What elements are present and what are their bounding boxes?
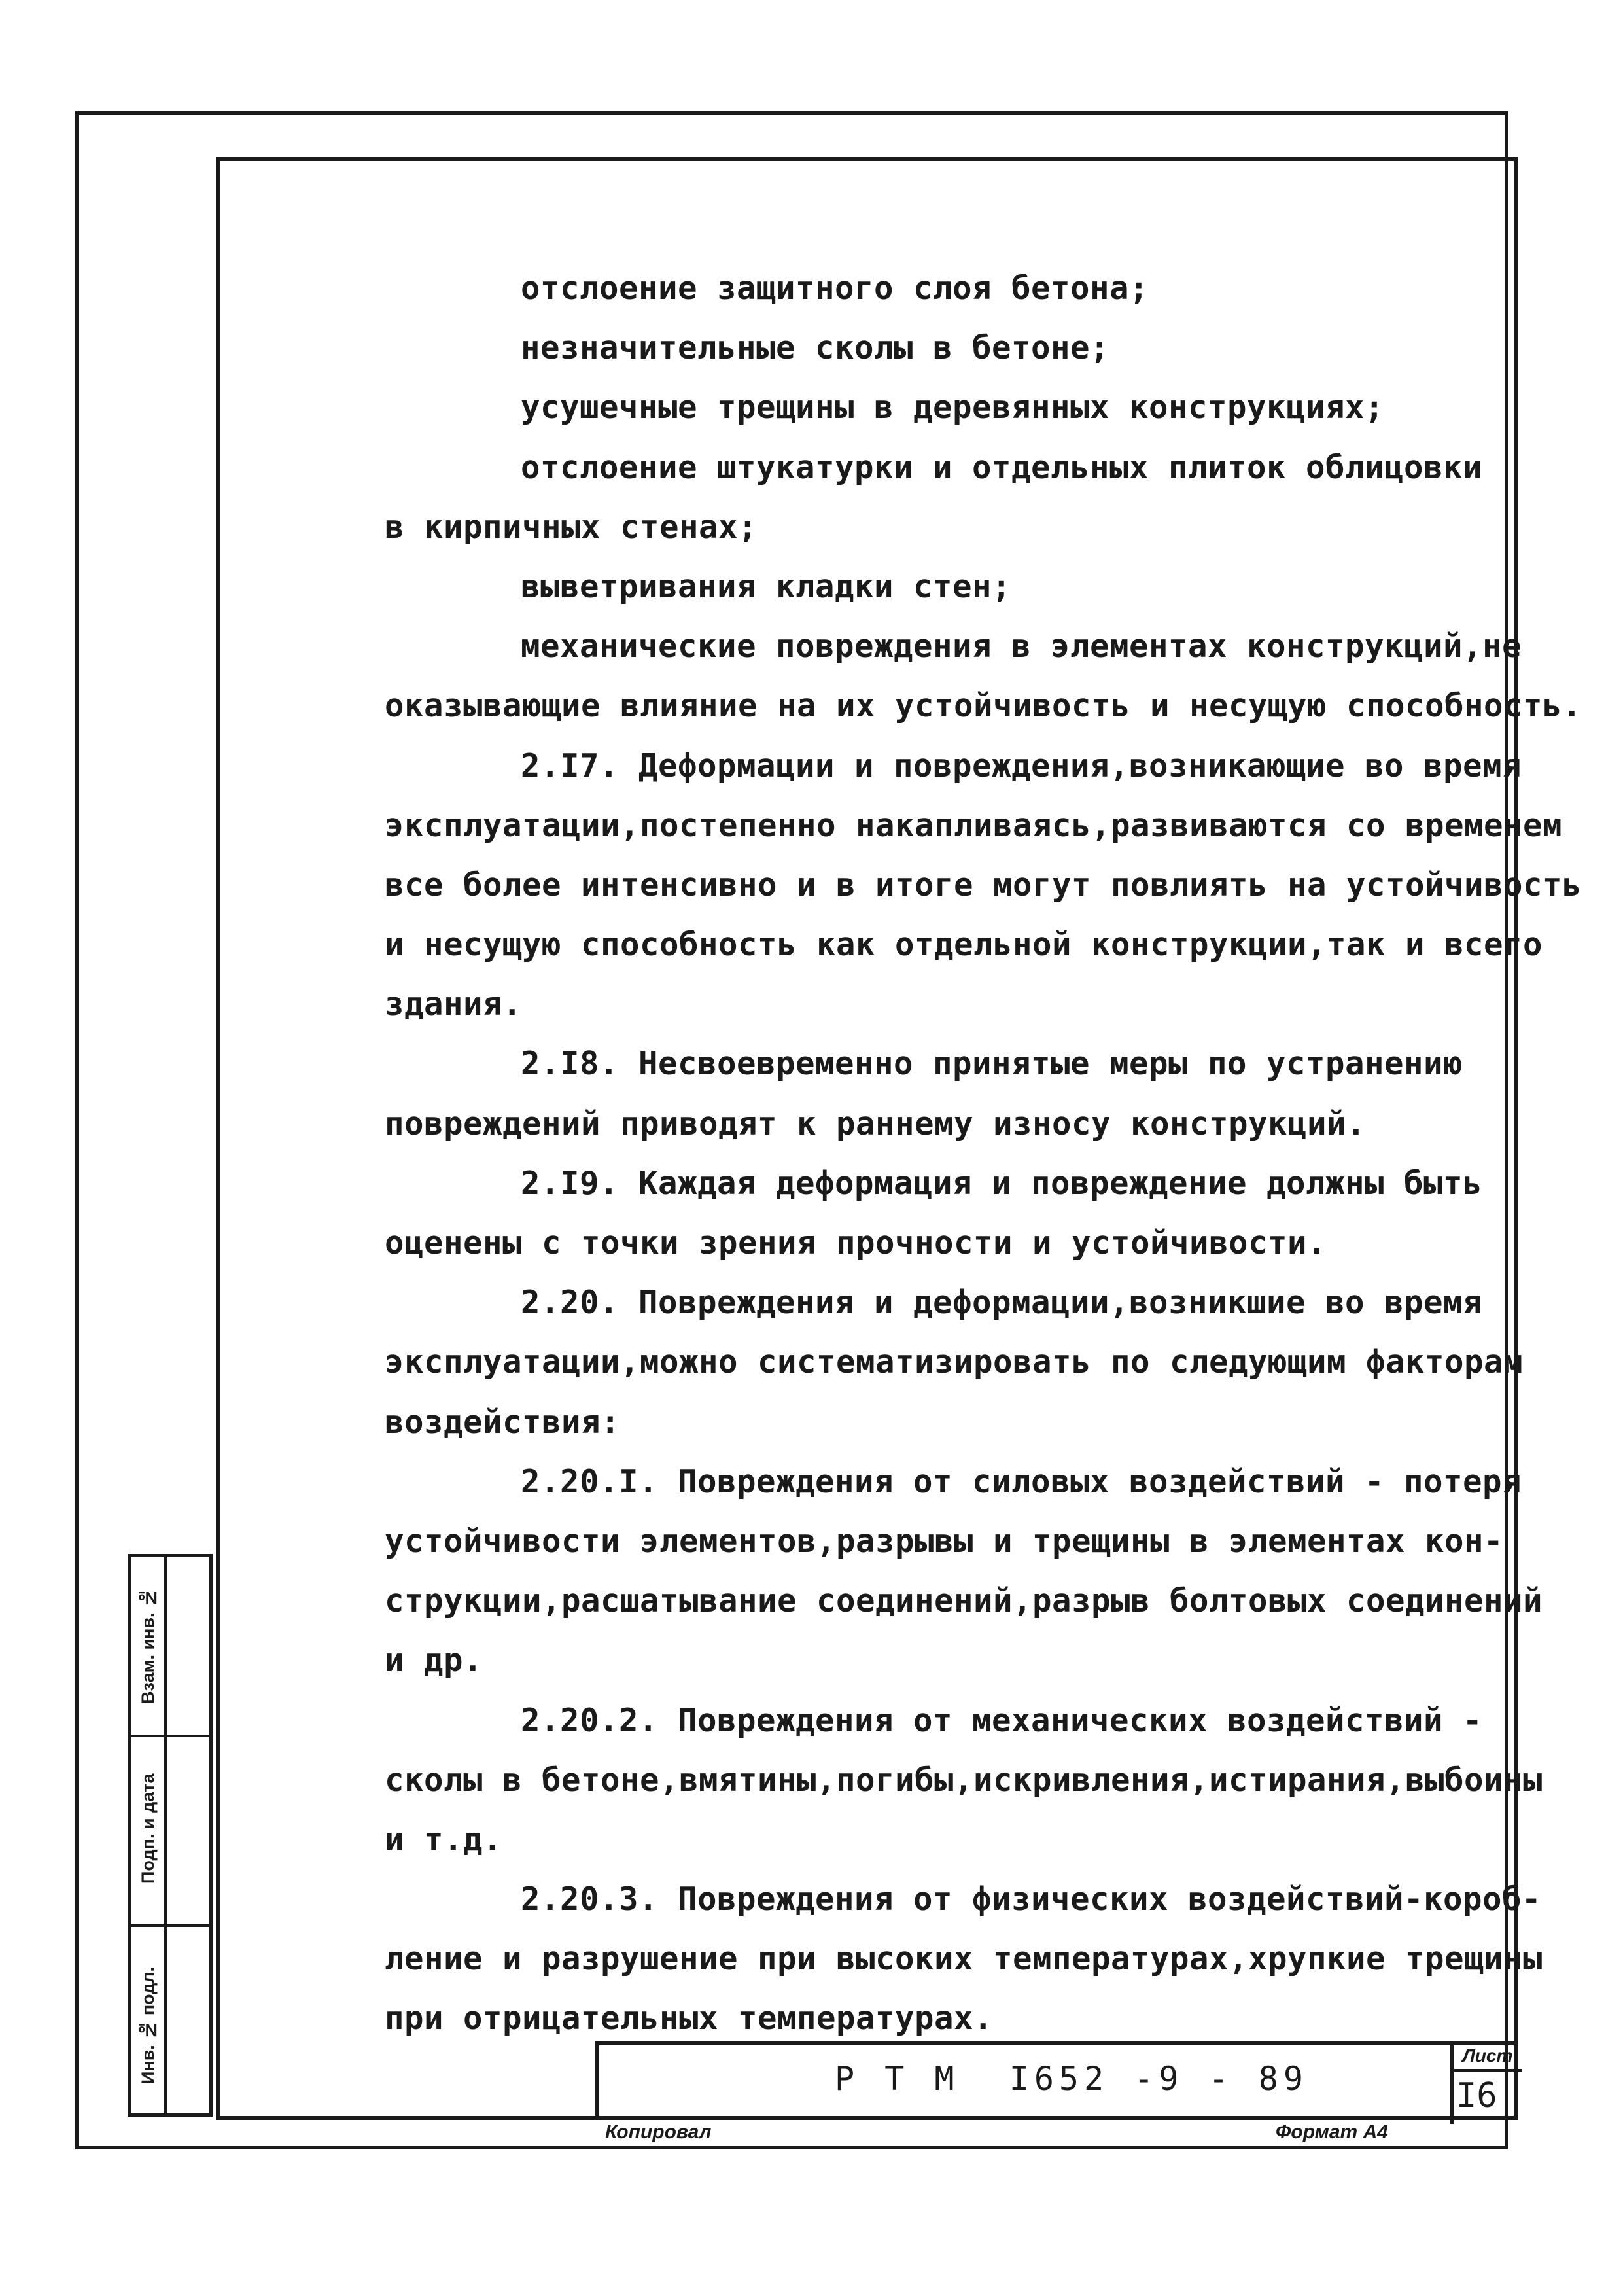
text-line: ление и разрушение при высоких температурах,хрупкие трещины (385, 1940, 1543, 1978)
text-line: усушечные трещины в деревянных конструкциях; (521, 389, 1385, 427)
text-line: и несущую способность как отдельной конструкции,так и всего (385, 926, 1543, 964)
text-line: здания. (385, 985, 523, 1023)
sheet-box (1450, 2041, 1522, 2124)
sheet-label: Лист (1454, 2041, 1522, 2072)
side-cell-replace (131, 1557, 209, 1737)
text-line: сколы в бетоне,вмятины,погибы,искривления,истирания,выбоины (385, 1761, 1543, 1799)
text-line: незначительные сколы в бетоне; (521, 329, 1110, 367)
body-text (385, 258, 1582, 2049)
text-line: 2.20.3. Повреждения от физических воздействий-короб- (521, 1881, 1542, 1918)
text-line: устойчивости элементов,разрывы и трещины в элементах кон- (385, 1522, 1504, 1560)
sign-date-label: Подп. и дата (138, 1773, 158, 1884)
footer-copied: Копировал (605, 2121, 712, 2143)
side-cell-sign (131, 1737, 209, 1927)
text-line: все более интенсивно и в итоге могут повлиять на устойчивость (385, 866, 1582, 904)
text-line: 2.I8. Несвоевременно принятые меры по устранению (521, 1045, 1463, 1083)
replace-inv-label: Взам. инв. № (138, 1587, 158, 1704)
text-line: повреждений приводят к раннему износу конструкций. (385, 1104, 1367, 1142)
side-stamp (128, 1554, 213, 2117)
text-line: эксплуатации,постепенно накапливаясь,развиваются со временем (385, 806, 1563, 844)
text-line: и др. (385, 1642, 483, 1680)
text-line: 2.I7. Деформации и повреждения,возникающие во время (521, 747, 1522, 785)
document-code: Р Т М I652 -9 - 89 (835, 2060, 1308, 2098)
sheet-number: I6 (1456, 2076, 1497, 2115)
text-line: 2.20.I. Повреждения от силовых воздействий - потеря (521, 1462, 1522, 1500)
text-line: оказывающие влияние на их устойчивость и несущую способность. (385, 687, 1582, 725)
text-line: отслоение защитного слоя бетона; (521, 270, 1149, 307)
footer-format: Формат А4 (1276, 2121, 1388, 2143)
text-line: 2.20.2. Повреждения от механических воздействий - (521, 1701, 1483, 1739)
text-line: отслоение штукатурки и отдельных плиток облицовки (521, 448, 1483, 486)
inv-no-label: Инв. № подл. (138, 1966, 158, 2084)
text-line: 2.20. Повреждения и деформации,возникшие во время (521, 1284, 1483, 1322)
side-cell-inv (131, 1927, 209, 2113)
text-line: струкции,расшатывание соединений,разрыв болтовых соединений (385, 1582, 1543, 1620)
text-line: 2.I9. Каждая деформация и повреждение должны быть (521, 1164, 1483, 1202)
text-line: и т.д. (385, 1820, 503, 1858)
text-line: выветривания кладки стен; (521, 567, 1012, 605)
text-line: в кирпичных стенах; (385, 508, 758, 546)
text-line: оценены с точки зрения прочности и устойчивости. (385, 1224, 1327, 1262)
text-line: механические повреждения в элементах конструкций,не (521, 627, 1522, 665)
text-line: эксплуатации,можно систематизировать по следующим факторам (385, 1343, 1524, 1381)
text-line: воздействия: (385, 1403, 621, 1441)
title-block (595, 2041, 1518, 2120)
text-line: при отрицательных температурах. (385, 2000, 994, 2038)
